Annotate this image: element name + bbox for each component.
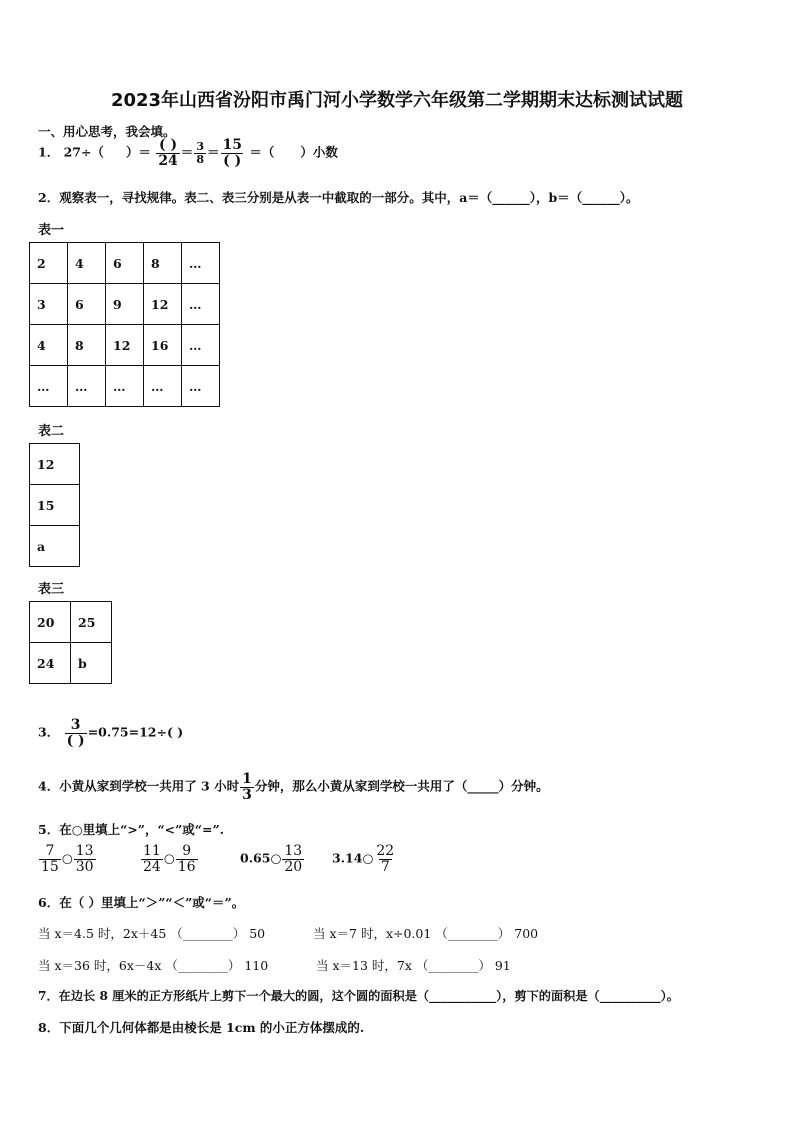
table-3	[29, 601, 112, 684]
table-cell: 8	[144, 243, 182, 284]
q1-text-c: ＝（	[249, 144, 275, 160]
table-cell: 25	[71, 602, 112, 643]
table-cell: 24	[30, 643, 71, 684]
q1-fraction-2: $\frac{3}{8}$	[196, 140, 204, 166]
table1-label: 表一	[38, 223, 65, 238]
table-2	[29, 443, 80, 567]
table-cell: 2	[30, 243, 68, 284]
table-row	[30, 485, 80, 526]
q5-item-4: 3.14○ $\frac{22}{7}$	[332, 843, 395, 875]
q1-number: 1．	[38, 144, 60, 160]
q1-text-d: ）小数	[300, 144, 338, 160]
table-1	[29, 242, 220, 407]
q6-row1-a: 当 x＝4.5 时，2x＋45 （________） 50	[38, 926, 266, 941]
q3-fraction: $\frac{3}{( )}$	[66, 717, 85, 749]
table-cell: 8	[68, 325, 106, 366]
table-cell: 6	[68, 284, 106, 325]
table-cell: 16	[144, 325, 182, 366]
q4-fraction: $\frac{1}{3}$	[242, 771, 252, 803]
table-cell: …	[182, 243, 220, 284]
table-cell: 3	[30, 284, 68, 325]
table-cell: …	[182, 284, 220, 325]
question-1: 1． 27÷（ ）＝ $\frac{( )}{24}$ ＝ $\frac{3}{8}$ ＝ $\frac{15}{( )}$ ＝（ ）小数	[38, 137, 338, 169]
q1-text-b: ）＝	[125, 144, 151, 160]
table-cell: 12	[106, 325, 144, 366]
question-8: 8．下面几个几何体都是由棱长是 1cm 的小正方体摆成的.	[38, 1020, 365, 1035]
q6-row2-b: 当 x＝13 时，7x （________） 91	[316, 958, 511, 973]
question-6: 6．在（ ）里填上“＞”“＜”或“＝”。	[38, 895, 245, 910]
table-cell: b	[71, 643, 112, 684]
table3-label: 表三	[38, 582, 65, 597]
table-cell: …	[182, 325, 220, 366]
table-cell: …	[182, 366, 220, 407]
table-cell: …	[30, 366, 68, 407]
q5-item-1: $\frac{7}{15}$ ○ $\frac{13}{30}$	[41, 843, 94, 875]
question-4: 4．小黄从家到学校一共用了 3 小时 $\frac{1}{3}$ 分钟，那么小黄从家到学校一共用了（_____）分钟。	[38, 771, 549, 803]
q1-text-a: 27÷（	[63, 144, 104, 160]
table-row	[30, 243, 220, 284]
table-cell: …	[106, 366, 144, 407]
q5-item-2: $\frac{11}{24}$ ○ $\frac{9}{16}$	[143, 843, 196, 875]
table-row	[30, 284, 220, 325]
table-cell: 4	[30, 325, 68, 366]
section-heading: 一、用心思考，我会填。	[38, 124, 176, 139]
table-cell: a	[30, 526, 80, 567]
table2-label: 表二	[38, 424, 65, 439]
table-cell: 4	[68, 243, 106, 284]
table-cell: 12	[30, 444, 80, 485]
q6-row1-b: 当 x＝7 时，x÷0.01 （________） 700	[313, 926, 539, 941]
table-cell: 12	[144, 284, 182, 325]
question-5: 5．在○里填上“>”，“<”或“=”.	[38, 822, 225, 837]
question-2: 2．观察表一，寻找规律。表二、表三分别是从表一中截取的一部分。其中，a＝（______），b＝（______）。	[38, 190, 639, 205]
table-cell: 6	[106, 243, 144, 284]
question-3: 3． $\frac{3}{( )}$ =0.75=12÷( )	[38, 717, 184, 749]
table-row	[30, 325, 220, 366]
table-cell: …	[68, 366, 106, 407]
q1-fraction-1: $\frac{( )}{24}$	[158, 137, 178, 169]
question-7: 7．在边长 8 厘米的正方形纸片上剪下一个最大的圆，这个圆的面积是（___________），剪下的面积是（__________）。	[38, 989, 679, 1003]
table-row	[30, 444, 80, 485]
table-cell: …	[144, 366, 182, 407]
table-row	[30, 366, 220, 407]
table-cell: 15	[30, 485, 80, 526]
table-row	[30, 643, 112, 684]
q1-fraction-3: $\frac{15}{( )}$	[222, 137, 242, 169]
table-row	[30, 602, 112, 643]
q5-item-3: 0.65○ $\frac{13}{20}$	[240, 843, 303, 875]
table-row	[30, 526, 80, 567]
table-cell: 20	[30, 602, 71, 643]
page-title: 2023年山西省汾阳市禹门河小学数学六年级第二学期期末达标测试试题	[110, 90, 684, 111]
q6-row2-a: 当 x＝36 时，6x－4x （________） 110	[38, 958, 269, 973]
table-cell: 9	[106, 284, 144, 325]
